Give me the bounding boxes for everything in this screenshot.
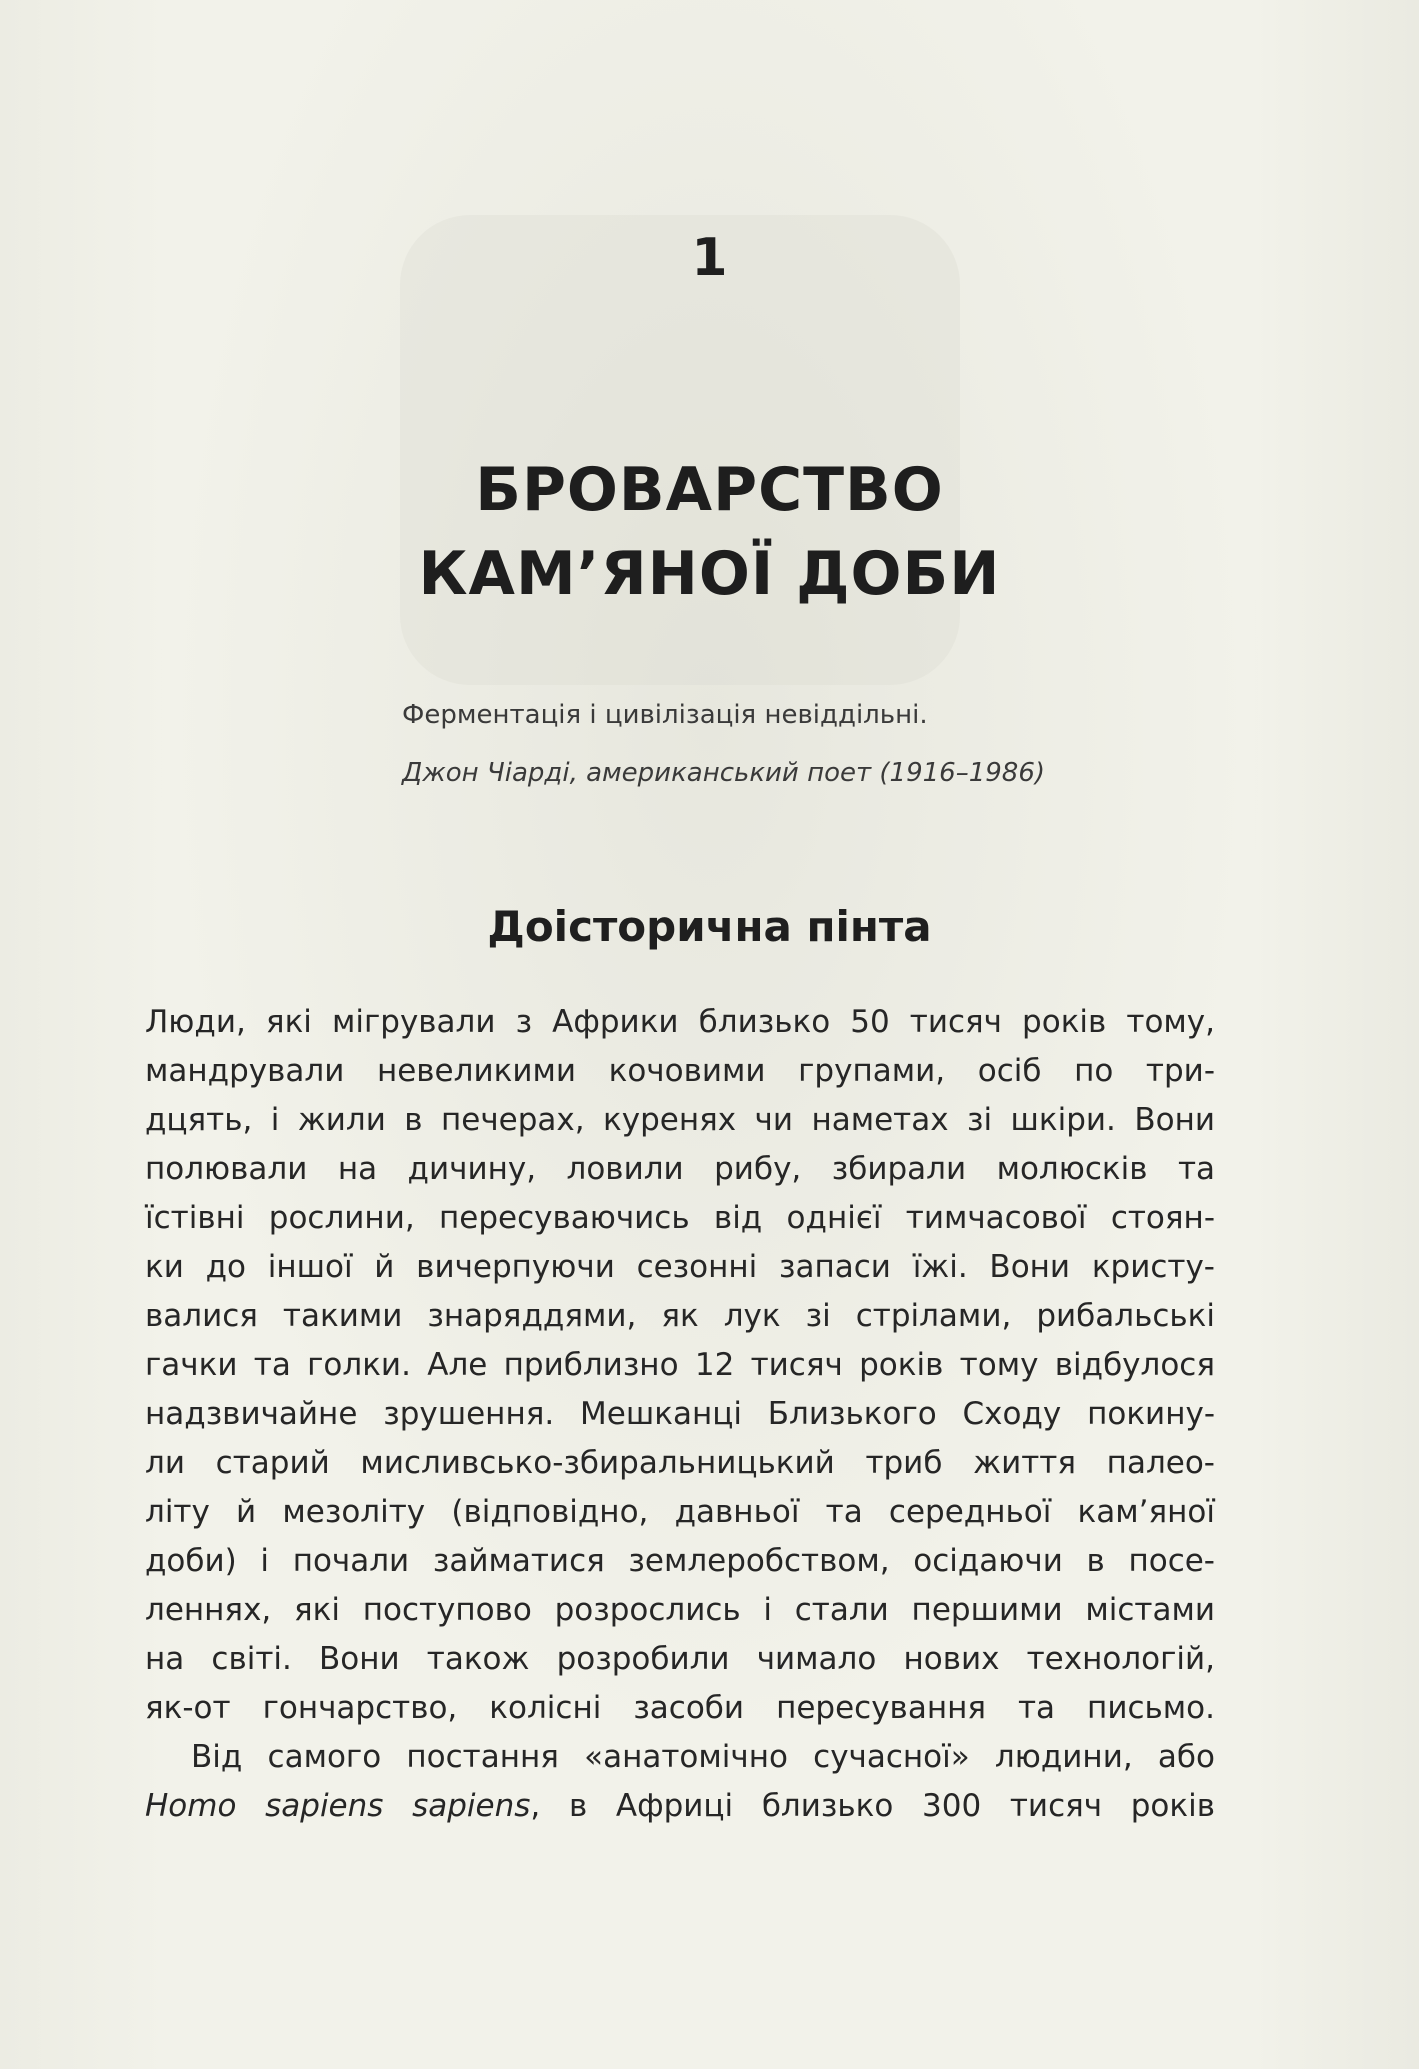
body-line: ли старий мисливсько-збиральницький триб життя палео- (145, 1445, 1215, 1481)
body-line: ки до іншої й вичерпуючи сезонні запаси їжі. Вони кристу- (145, 1249, 1215, 1285)
chapter-title (0, 448, 1419, 616)
body-line: гачки та голки. Але приблизно 12 тисяч років тому відбулося (145, 1347, 1215, 1383)
body-line: як-от гончарство, колісні засоби пересування та письмо. (145, 1690, 1215, 1726)
epigraph-author: Джон Чіарді, американський поет (1916–1986) (402, 758, 1046, 788)
body-line: валися такими знаряддями, як лук зі стрілами, рибальські (145, 1298, 1215, 1334)
body-line: Люди, які мігрували з Африки близько 50 тисяч років тому, (145, 1004, 1215, 1040)
body-line-paragraph-2 (145, 1782, 1215, 1831)
body-line-paragraph-2-start: Від самого постання «анатомічно сучасної» людини, або (191, 1739, 1215, 1775)
body-line: мандрували невеликими кочовими групами, осіб по три- (145, 1053, 1215, 1089)
body-line: доби) і почали займатися землеробством, осідаючи в посе- (145, 1543, 1215, 1579)
body-line: їстівні рослини, пересуваючись від однієї тимчасової стоян- (145, 1200, 1215, 1236)
chapter-number: 1 (691, 228, 728, 288)
epigraph-quote: Ферментація і цивілізація невіддільні. (402, 700, 928, 730)
body-line: полювали на дичину, ловили рибу, збирали молюсків та (145, 1151, 1215, 1187)
latin-species-name: Homo sapiens sapiens (145, 1788, 531, 1824)
body-line-rest: , в Африці близько 300 тисяч років (530, 1788, 1215, 1824)
body-text (145, 998, 1215, 1831)
body-line: на світі. Вони також розробили чимало нових технологій, (145, 1641, 1215, 1677)
body-line: дцять, і жили в печерах, куренях чи наметах зі шкіри. Вони (145, 1102, 1215, 1138)
body-line: надзвичайне зрушення. Мешканці Близького Сходу покину- (145, 1396, 1215, 1432)
body-line: леннях, які поступово розрослись і стали першими містами (145, 1592, 1215, 1628)
chapter-title-line-2: КАМ’ЯНОЇ ДОБИ (418, 539, 1001, 609)
chapter-title-line-1: БРОВАРСТВО (475, 455, 944, 525)
epigraph (402, 686, 1102, 802)
body-line: літу й мезоліту (відповідно, давньої та середньої кам’яної (145, 1494, 1215, 1530)
section-title: Доісторична пінта (487, 902, 932, 951)
